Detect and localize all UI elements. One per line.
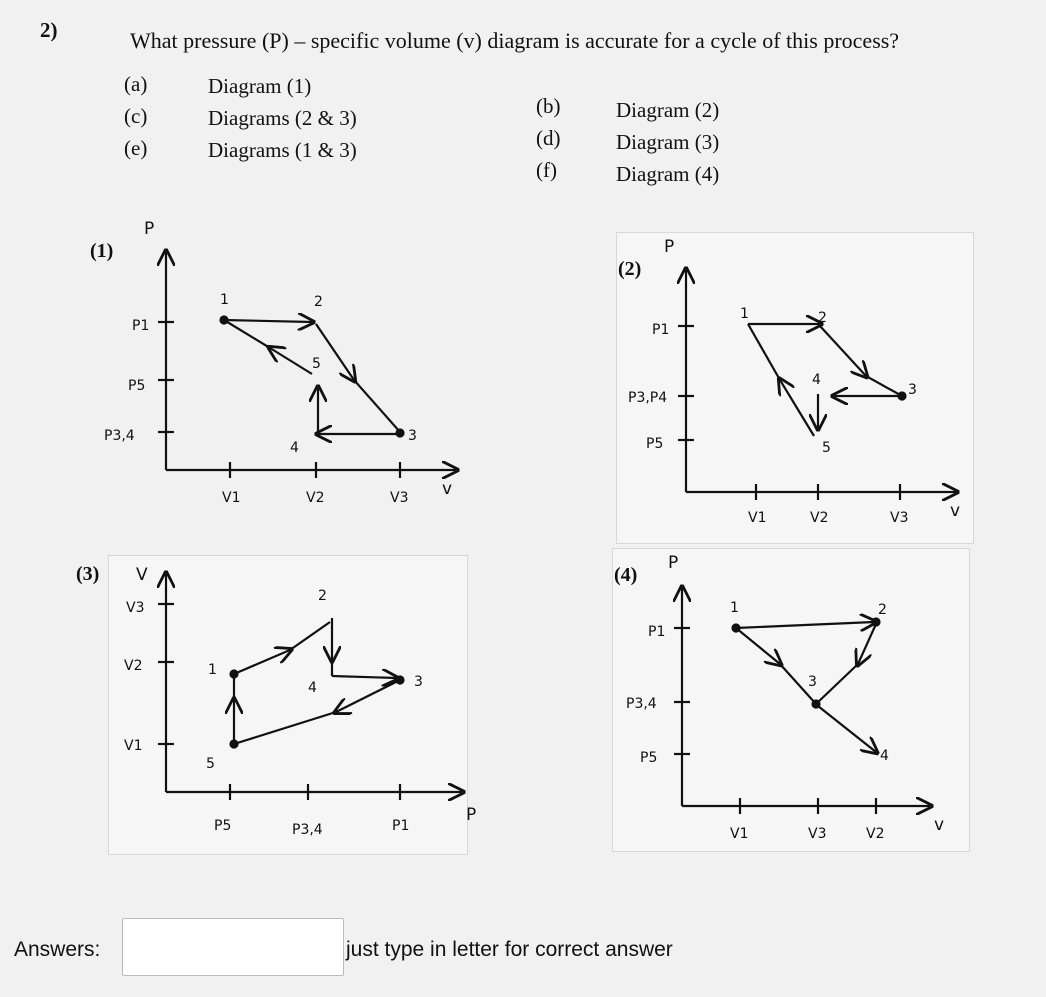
d1-point-2: 2 (314, 294, 323, 310)
option-c-text: Diagrams (2 & 3) (208, 106, 357, 130)
d1-process-1-2 (224, 320, 312, 322)
d3-process-3-5a (336, 680, 400, 712)
option-c-letter: (c) (124, 104, 148, 128)
d1-point-5: 5 (312, 356, 321, 372)
d1-y-axis-label: P (144, 219, 155, 239)
answer-hint: just type in letter for correct answer (346, 938, 673, 961)
d4-x-axis-label: v (934, 815, 945, 835)
option-d-letter: (d) (536, 126, 561, 150)
option-a-letter: (a) (124, 72, 148, 96)
d4-y-axis-label: P (668, 553, 679, 573)
d2-x-axis-label: v (950, 501, 961, 521)
d2-process-2-3b (866, 376, 902, 396)
diagram-1 (158, 252, 456, 478)
d4-ytick-p34: P3,4 (626, 696, 657, 712)
d4-process-1-4a (736, 628, 780, 664)
d2-process-5-1b (748, 324, 780, 380)
d1-ytick-p34: P3,4 (104, 428, 135, 444)
answers-label: Answers: (14, 938, 101, 961)
d1-xtick-v3: V3 (390, 490, 409, 506)
d1-xtick-v1: V1 (222, 490, 241, 506)
option-f-letter: (f) (536, 158, 557, 182)
d1-x-axis-label: v (442, 479, 453, 499)
option-a-text: Diagram (1) (208, 74, 312, 98)
d4-point-3: 3 (808, 674, 817, 690)
d4-xtick-v1: V1 (730, 826, 749, 842)
d3-ytick-v2: V2 (124, 658, 143, 674)
d3-xtick-p34: P3,4 (292, 822, 323, 838)
d2-point-5: 5 (822, 440, 831, 456)
d1-process-2-3b (354, 380, 400, 432)
d3-point-1: 1 (208, 662, 217, 678)
d1-process-2-3a (316, 324, 354, 380)
option-d-text: Diagram (3) (616, 130, 720, 154)
d2-xtick-v2: V2 (810, 510, 829, 526)
option-b-text: Diagram (2) (616, 98, 720, 122)
answer-input[interactable] (122, 918, 344, 976)
d4-process-3-4 (818, 706, 876, 752)
diagram-4-label: (4) (614, 564, 638, 586)
d4-point-2: 2 (878, 602, 887, 618)
d3-process-4-3 (332, 676, 396, 678)
d2-point-1: 1 (740, 306, 749, 322)
d2-point-3: 3 (908, 382, 917, 398)
d2-ytick-p3p4: P3,P4 (628, 390, 668, 406)
d3-point-4: 4 (308, 680, 317, 696)
d1-point-1: 1 (220, 292, 229, 308)
d2-xtick-v3: V3 (890, 510, 909, 526)
d4-xtick-v3: V3 (808, 826, 827, 842)
d4-point-4: 4 (880, 748, 889, 764)
d1-point-4: 4 (290, 440, 299, 456)
d4-xtick-v2: V2 (866, 826, 885, 842)
d2-ytick-p5: P5 (646, 436, 664, 452)
d3-x-axis-label: P (466, 805, 477, 825)
d3-ytick-v3: V3 (126, 600, 145, 616)
diagram-4 (674, 588, 930, 814)
option-e-letter: (e) (124, 136, 148, 160)
question-text: What pressure (P) – specific volume (v) diagram is accurate for a cycle of this process? (130, 28, 900, 53)
d1-point-3: 3 (408, 428, 417, 444)
d2-ytick-p1: P1 (652, 322, 670, 338)
diagram-1-label: (1) (90, 240, 114, 262)
option-e-text: Diagrams (1 & 3) (208, 138, 357, 162)
d4-process-1-2 (736, 622, 874, 628)
d1-ytick-p5: P5 (128, 378, 146, 394)
question-number: 2) (40, 18, 58, 42)
d2-point-4: 4 (812, 372, 821, 388)
d1-xtick-v2: V2 (306, 490, 325, 506)
d3-y-axis-label: V (136, 565, 148, 585)
d4-process-2-3a (858, 624, 876, 664)
d3-process-3-5b (234, 712, 336, 744)
option-f-text: Diagram (4) (616, 162, 720, 186)
d2-process-2-3a (820, 326, 866, 376)
d4-point-1: 1 (730, 600, 739, 616)
d3-ytick-v1: V1 (124, 738, 143, 754)
d3-xtick-p5: P5 (214, 818, 232, 834)
d3-xtick-p1: P1 (392, 818, 410, 834)
d4-process-2-3b (816, 664, 858, 704)
d1-process-5-1a (270, 348, 312, 374)
d3-process-1-2b (290, 622, 330, 650)
d3-process-1-2a (234, 650, 290, 674)
d3-point-5: 5 (206, 756, 215, 772)
d4-ytick-p5: P5 (640, 750, 658, 766)
d3-point-3: 3 (414, 674, 423, 690)
d1-process-5-1b (224, 320, 270, 348)
diagram-2-label: (2) (618, 258, 642, 280)
d2-point-2: 2 (818, 310, 827, 326)
option-b-letter: (b) (536, 94, 561, 118)
d2-process-5-1a (780, 380, 814, 436)
d3-point-2: 2 (318, 588, 327, 604)
diagram-3-label: (3) (76, 563, 100, 585)
d2-xtick-v1: V1 (748, 510, 767, 526)
d2-y-axis-label: P (664, 237, 675, 257)
d4-ytick-p1: P1 (648, 624, 666, 640)
d1-ytick-p1: P1 (132, 318, 150, 334)
